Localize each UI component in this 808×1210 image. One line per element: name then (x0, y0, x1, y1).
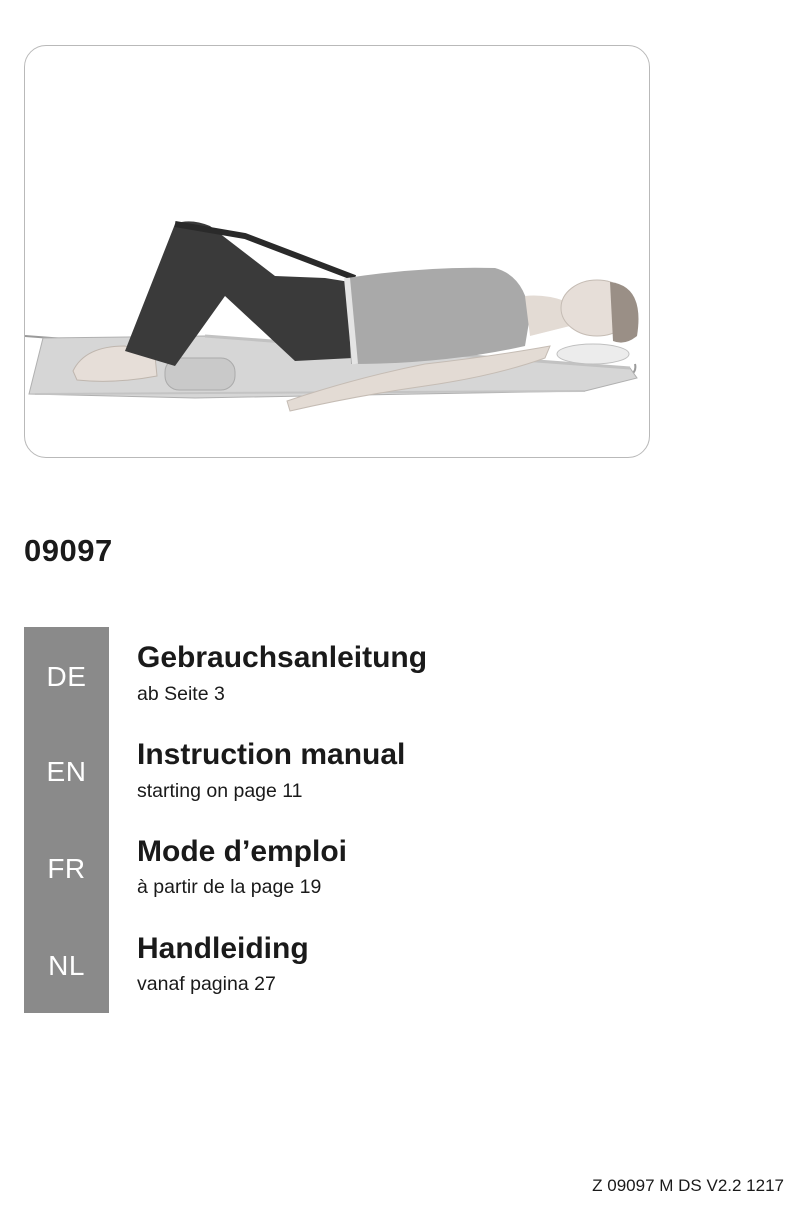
manual-subtitle-de: ab Seite 3 (137, 683, 225, 705)
manual-title-de: Gebrauchsanleitung (137, 641, 428, 674)
language-code-de: DE (46, 661, 87, 692)
manual-title-fr: Mode d’emploi (137, 835, 347, 868)
language-code-en: EN (46, 756, 87, 787)
manual-subtitle-en: starting on page 11 (137, 780, 303, 802)
document-code: Z 09097 M DS V2.2 1217 (592, 1176, 784, 1195)
manual-subtitle-fr: à partir de la page 19 (137, 876, 322, 898)
product-number: 09097 (24, 533, 113, 568)
woman-lying-on-massage-mat-photo (25, 46, 650, 458)
manual-subtitle-nl: vanaf pagina 27 (137, 973, 276, 995)
language-code-nl: NL (48, 950, 85, 981)
manual-title-en: Instruction manual (137, 738, 406, 771)
language-bar (24, 627, 109, 1013)
cover-photo-frame (24, 45, 650, 458)
language-code-fr: FR (47, 853, 86, 884)
manual-title-nl: Handleiding (137, 932, 309, 965)
